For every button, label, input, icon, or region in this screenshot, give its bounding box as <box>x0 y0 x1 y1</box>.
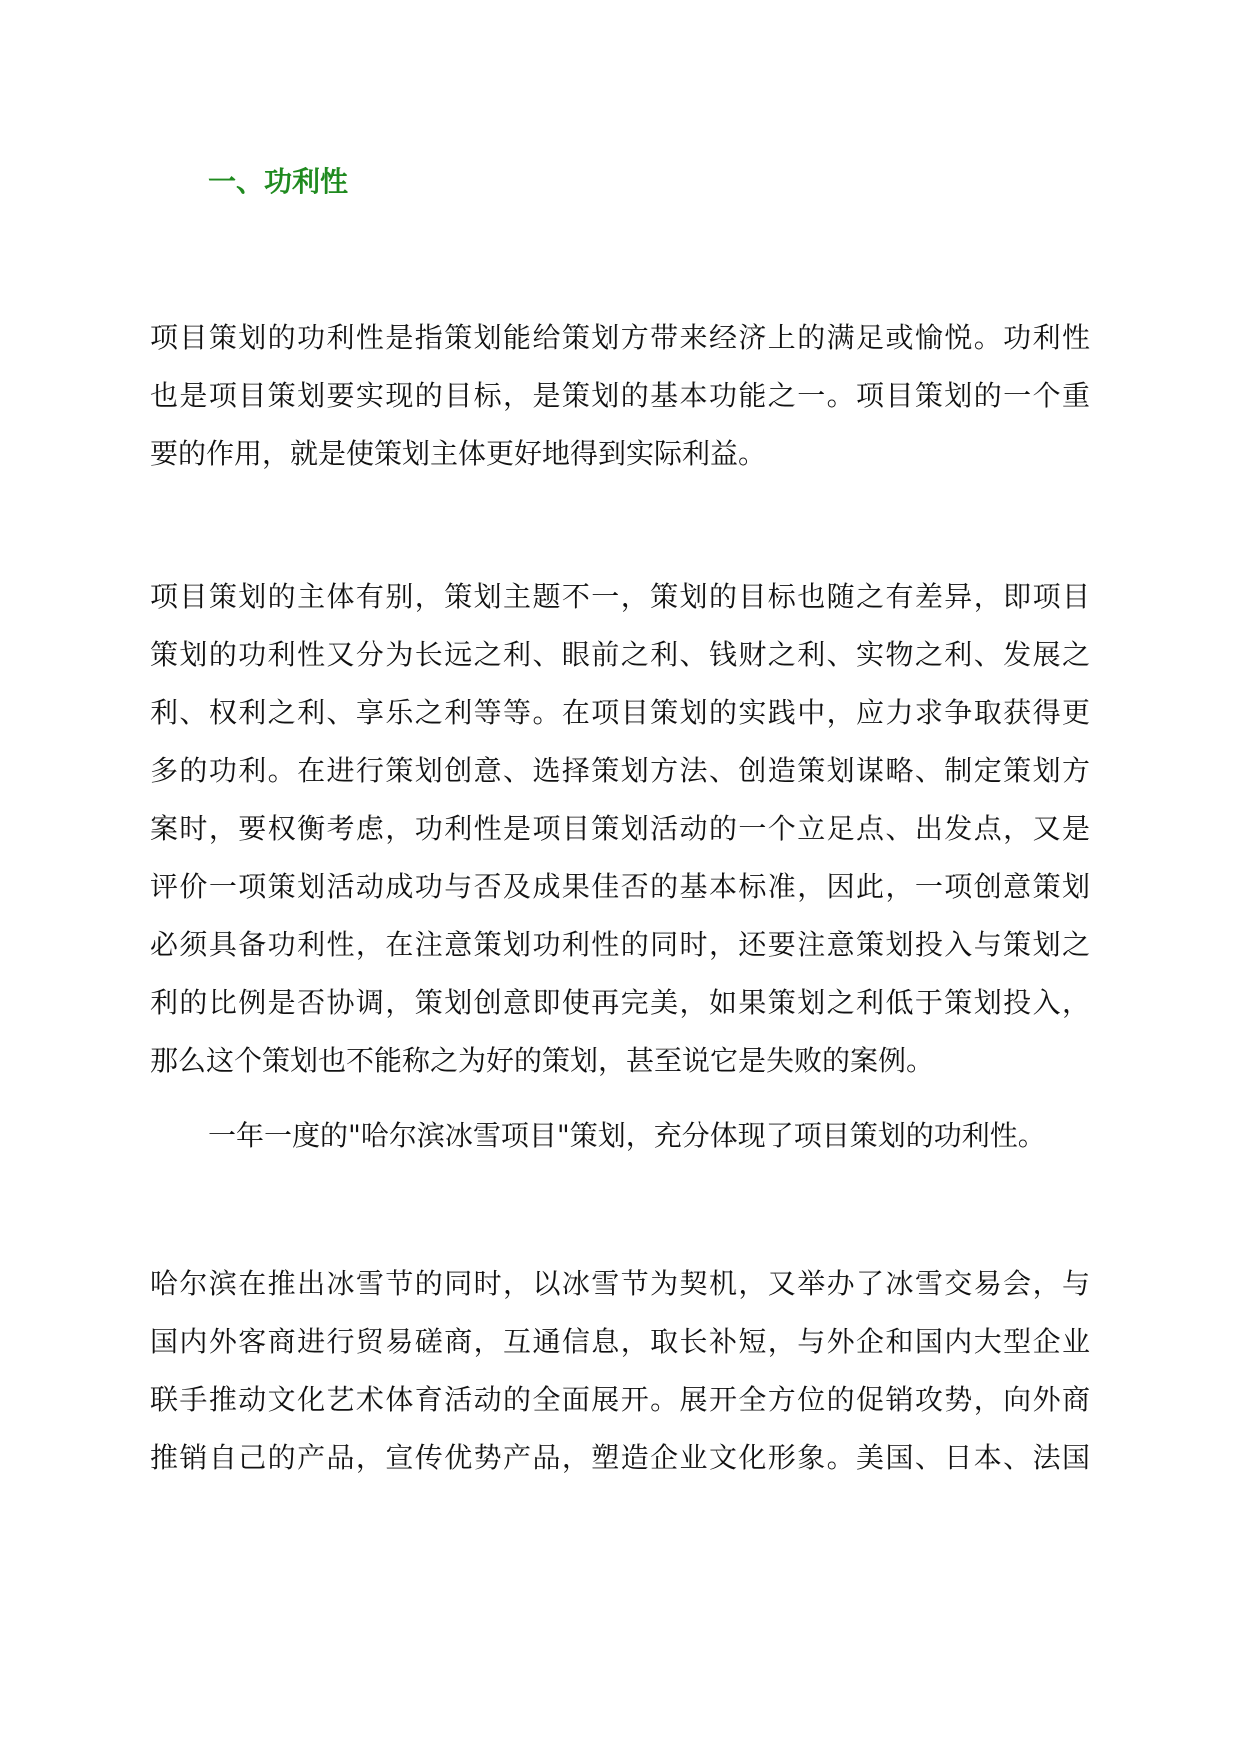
paragraph-line: 项目策划的功利性是指策划能给策划方带来经济上的满足或愉悦。功利性 <box>150 321 1090 354</box>
paragraph-line: 利的比例是否协调，策划创意即使再完美，如果策划之利低于策划投入， <box>150 986 1090 1019</box>
paragraph-line: 联手推动文化艺术体育活动的全面展开。展开全方位的促销攻势，向外商 <box>150 1383 1090 1416</box>
section-heading: 一、功利性 <box>208 165 349 198</box>
paragraph-line: 多的功利。在进行策划创意、选择策划方法、创造策划谋略、制定策划方 <box>150 754 1090 787</box>
paragraph-line: 国内外客商进行贸易磋商，互通信息，取长补短，与外企和国内大型企业 <box>150 1325 1090 1358</box>
paragraph-line: 策划的功利性又分为长远之利、眼前之利、钱财之利、实物之利、发展之 <box>150 638 1090 671</box>
paragraph-line: 必须具备功利性，在注意策划功利性的同时，还要注意策划投入与策划之 <box>150 928 1090 961</box>
paragraph-line: 项目策划的主体有别，策划主题不一，策划的目标也随之有差异，即项目 <box>150 580 1090 613</box>
paragraph-line: 哈尔滨在推出冰雪节的同时，以冰雪节为契机，又举办了冰雪交易会，与 <box>150 1267 1090 1300</box>
paragraph-line: 评价一项策划活动成功与否及成果佳否的基本标准，因此，一项创意策划 <box>150 870 1090 903</box>
paragraph-line: 也是项目策划要实现的目标，是策划的基本功能之一。项目策划的一个重 <box>150 379 1090 412</box>
paragraph-line: 推销自己的产品，宣传优势产品，塑造企业文化形象。美国、日本、法国 <box>150 1441 1090 1474</box>
paragraph-line: 那么这个策划也不能称之为好的策划，甚至说它是失败的案例。 <box>150 1044 935 1077</box>
paragraph-3: 一年一度的"哈尔滨冰雪项目"策划，充分体现了项目策划的功利性。 <box>208 1119 1046 1152</box>
paragraph-line: 案时，要权衡考虑，功利性是项目策划活动的一个立足点、出发点，又是 <box>150 812 1090 845</box>
paragraph-line: 要的作用，就是使策划主体更好地得到实际利益。 <box>150 437 767 470</box>
paragraph-line: 利、权利之利、享乐之利等等。在项目策划的实践中，应力求争取获得更 <box>150 696 1090 729</box>
